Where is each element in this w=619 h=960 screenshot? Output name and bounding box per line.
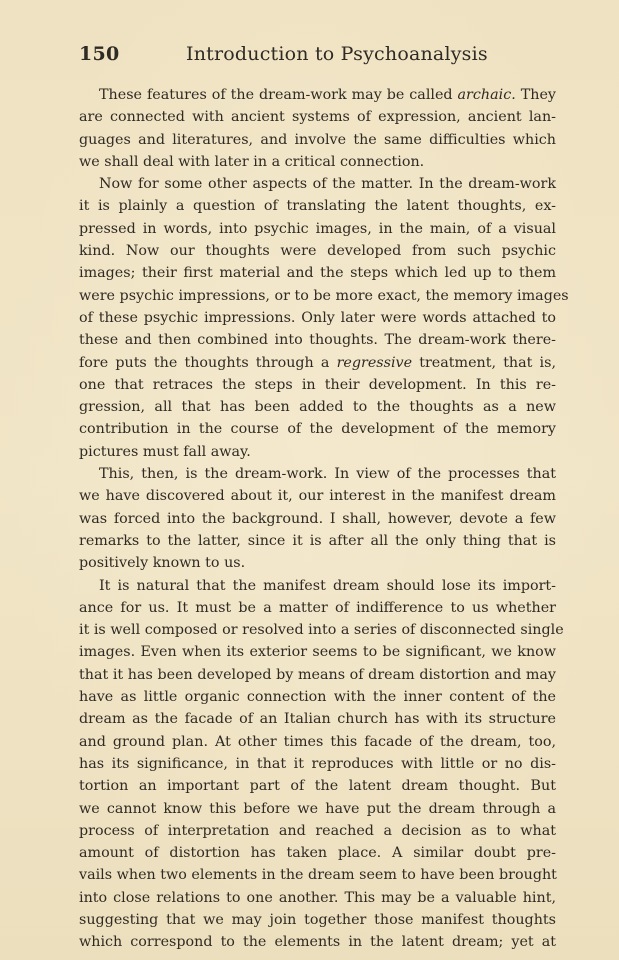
text-line: we shall deal with later in a critical connection. xyxy=(79,153,425,170)
text-line: are connected with ancient systems of expression, ancient lan- xyxy=(79,109,556,126)
text-line: fore puts the thoughts through a regressive treatment, that is, xyxy=(79,354,556,371)
text-line: vails when two elements in the dream seem to have been brought xyxy=(79,867,557,884)
text-line: has its significance, in that it reproduces with little or no dis- xyxy=(79,755,556,772)
text-line: suggesting that we may join together those manifest thoughts xyxy=(79,911,556,928)
text-line: remarks to the latter, since it is after all the only thing that is xyxy=(79,532,556,549)
text-line: These features of the dream-work may be called archaic. They xyxy=(99,87,556,103)
body-text xyxy=(79,84,569,954)
text-line: we cannot know this before we have put the dream through a xyxy=(79,800,556,817)
text-line: guages and literatures, and involve the same difficulties which xyxy=(79,131,556,148)
paragraph xyxy=(79,173,569,463)
text-line: images; their first material and the steps which led up to them xyxy=(79,265,556,282)
text-line: which correspond to the elements in the latent dream; yet at xyxy=(79,934,556,951)
text-line: and ground plan. At other times this facade of the dream, too, xyxy=(79,733,556,750)
text-line: images. Even when its exterior seems to be significant, we know xyxy=(79,644,556,661)
text-line: were psychic impressions, or to be more exact, the memory images xyxy=(79,287,569,304)
text-line: pressed in words, into psychic images, in the main, of a visual xyxy=(79,220,556,237)
text-line: pictures must fall away. xyxy=(79,443,251,460)
text-line: contribution in the course of the development of the memory xyxy=(79,421,556,438)
text-line: This, then, is the dream-work. In view of the processes that xyxy=(99,466,556,483)
text-line: it is well composed or resolved into a series of disconnected single xyxy=(79,622,564,639)
page-number: 150 xyxy=(79,43,120,65)
paragraph xyxy=(79,463,556,574)
text-line: it is plainly a question of translating the latent thoughts, ex- xyxy=(79,198,556,215)
text-line: one that retraces the steps in their development. In this re- xyxy=(79,376,556,393)
paragraph xyxy=(79,575,564,954)
italic-word: regressive xyxy=(336,354,413,371)
text-line: ance for us. It must be a matter of indifference to us whether xyxy=(79,599,556,616)
text-line: we have discovered about it, our interest in the manifest dream xyxy=(79,488,556,505)
running-head xyxy=(79,43,556,73)
text-line: Now for some other aspects of the matter. In the dream-work xyxy=(99,176,556,193)
paragraph xyxy=(79,84,556,173)
text-line: gression, all that has been added to the thoughts as a new xyxy=(79,399,556,416)
text-line: process of interpretation and reached a decision as to what xyxy=(79,822,556,839)
italic-word: archaic. xyxy=(457,87,516,103)
text-line: dream as the facade of an Italian church has with its structure xyxy=(79,711,556,728)
running-title: Introduction to Psychoanalysis xyxy=(186,43,488,65)
text-line: amount of distortion has taken place. A similar doubt pre- xyxy=(79,845,556,862)
text-line: into close relations to one another. This may be a valuable hint, xyxy=(79,889,556,906)
text-line: these and then combined into thoughts. The dream-work there- xyxy=(79,332,556,349)
text-line: have as little organic connection with the inner content of the xyxy=(79,689,556,706)
text-line: It is natural that the manifest dream should lose its import- xyxy=(99,577,556,594)
text-line: tortion an important part of the latent dream thought. But xyxy=(79,778,556,795)
text-line: positively known to us. xyxy=(79,555,246,572)
text-line: kind. Now our thoughts were developed from such psychic xyxy=(79,243,556,260)
text-line: that it has been developed by means of dream distortion and may xyxy=(79,666,556,683)
text-line: was forced into the background. I shall, however, devote a few xyxy=(79,510,556,527)
text-line: of these psychic impressions. Only later were words attached to xyxy=(79,309,556,326)
